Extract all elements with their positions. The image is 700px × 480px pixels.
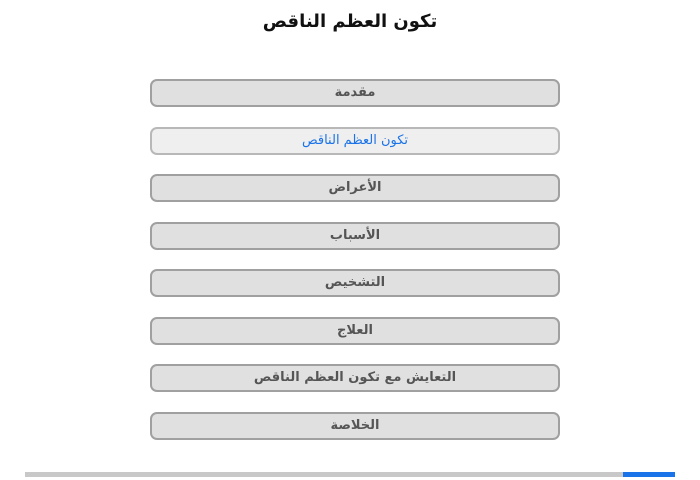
menu-item-causes[interactable]: الأسباب [150, 222, 560, 250]
section-menu [150, 79, 560, 459]
menu-item-symptoms[interactable]: الأعراض [150, 174, 560, 202]
menu-item-living-with-oi[interactable]: التعايش مع تكون العظم الناقص [150, 364, 560, 392]
menu-item-introduction[interactable]: مقدمة [150, 79, 560, 107]
menu-item-diagnosis[interactable]: التشخيص [150, 269, 560, 297]
progress-bar-fill [623, 472, 675, 477]
progress-bar [25, 472, 675, 477]
menu-item-conclusion[interactable]: الخلاصة [150, 412, 560, 440]
page-title: تكون العظم الناقص [262, 11, 438, 32]
menu-item-treatment[interactable]: العلاج [150, 317, 560, 345]
menu-item-osteogenesis-imperfecta[interactable]: تكون العظم الناقص [150, 127, 560, 155]
